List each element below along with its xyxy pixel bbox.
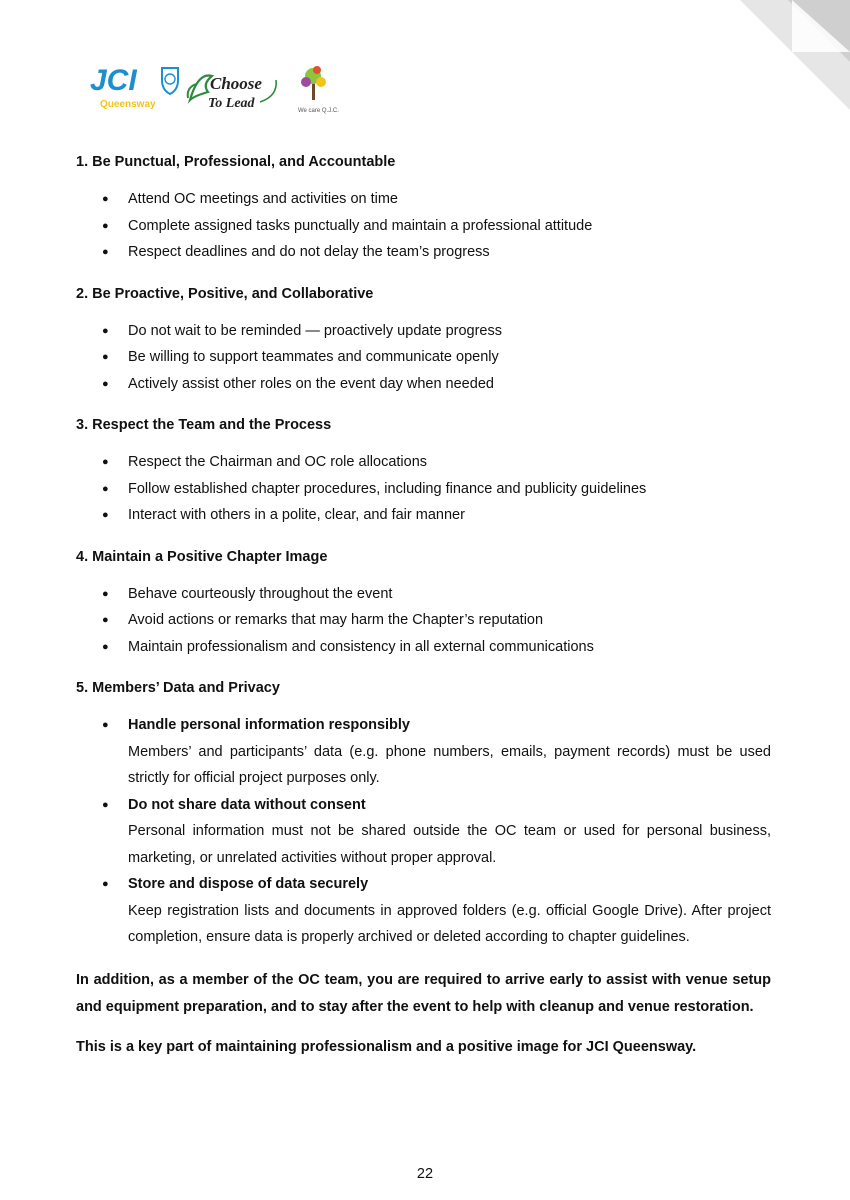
item-description: Personal information must not be shared outside the OC team or used for personal business, marketing, or unrelated activities without proper approval. [128, 823, 771, 866]
section-image [76, 545, 771, 661]
section-privacy [76, 676, 771, 951]
section-heading: 4. Maintain a Positive Chapter Image [76, 548, 328, 565]
list-item: ● Avoid actions or remarks that may harm the Chapter’s reputation [76, 607, 771, 634]
section-heading: 3. Respect the Team and the Process [76, 417, 332, 433]
page-corner-decoration [740, 0, 850, 110]
list-item [76, 712, 771, 792]
list-item: ● Actively assist other roles on the event day when needed [76, 371, 771, 398]
list-item [76, 792, 771, 872]
jci-logo-text: JCI [90, 64, 137, 97]
list-item: ● Respect deadlines and do not delay the team’s progress [76, 239, 771, 266]
item-title: Store and dispose of data securely [128, 876, 369, 892]
section-respect [76, 413, 771, 529]
jci-queensway-logo [90, 64, 178, 110]
item-title: Handle personal information responsibly [128, 717, 410, 733]
section-punctual [76, 150, 771, 266]
page-number: 22 [416, 1166, 434, 1182]
list-item: ● Follow established chapter procedures, including finance and publicity guidelines [76, 476, 771, 503]
bullet-list [76, 186, 771, 266]
jci-queensway-subtitle: Queensway [100, 99, 156, 110]
header-logos [90, 62, 340, 114]
choose-to-lead-logo [188, 74, 277, 111]
jci-shield-icon [162, 68, 178, 94]
list-item: ● Interact with others in a polite, clear, and fair manner [76, 502, 771, 529]
slogan-to-lead-text: To Lead [208, 96, 255, 111]
bullet-list [76, 318, 771, 398]
section-heading: 5. Members’ Data and Privacy [76, 680, 280, 696]
bullet-list [76, 712, 771, 951]
we-care-tree-logo [298, 66, 339, 114]
list-item: ● Complete assigned tasks punctually and maintain a professional attitude [76, 213, 771, 240]
section-heading: 1. Be Punctual, Professional, and Accountable [76, 154, 396, 170]
list-item: ● Behave courteously throughout the event [76, 581, 771, 608]
item-description: Keep registration lists and documents in approved folders (e.g. official Google Drive). After project completion, ensure data is properly archived or deleted according to chapter guidelines. [128, 902, 771, 945]
code-of-conduct-content [76, 150, 771, 1074]
closing-note: This is a key part of maintaining professionalism and a positive image for JCI Queensway. [76, 1038, 697, 1055]
list-item: ● Be willing to support teammates and communicate openly [76, 344, 771, 371]
list-item [76, 871, 771, 951]
section-heading: 2. Be Proactive, Positive, and Collaborative [76, 285, 374, 302]
bullet-list [76, 449, 771, 529]
bullet-list [76, 581, 771, 661]
item-description: Members’ and participants’ data (e.g. phone numbers, emails, payment records) must be used strictly for official project purposes only. [128, 743, 771, 786]
list-item: ● Attend OC meetings and activities on time [76, 186, 771, 213]
list-item: ● Do not wait to be reminded — proactively update progress [76, 318, 771, 345]
section-proactive [76, 282, 771, 398]
list-item: ● Respect the Chairman and OC role allocations [76, 449, 771, 476]
we-care-text: We care Q.J.C. [298, 108, 339, 114]
list-item: ● Maintain professionalism and consistency in all external communications [76, 634, 771, 661]
slogan-choose-text: Choose [210, 74, 262, 93]
oc-duty-note: In addition, as a member of the OC team, you are required to arrive early to assist with venue setup and equipment preparation, and to stay after the event to help with cleanup and venue restoration. [76, 971, 771, 1015]
item-title: Do not share data without consent [128, 796, 366, 813]
